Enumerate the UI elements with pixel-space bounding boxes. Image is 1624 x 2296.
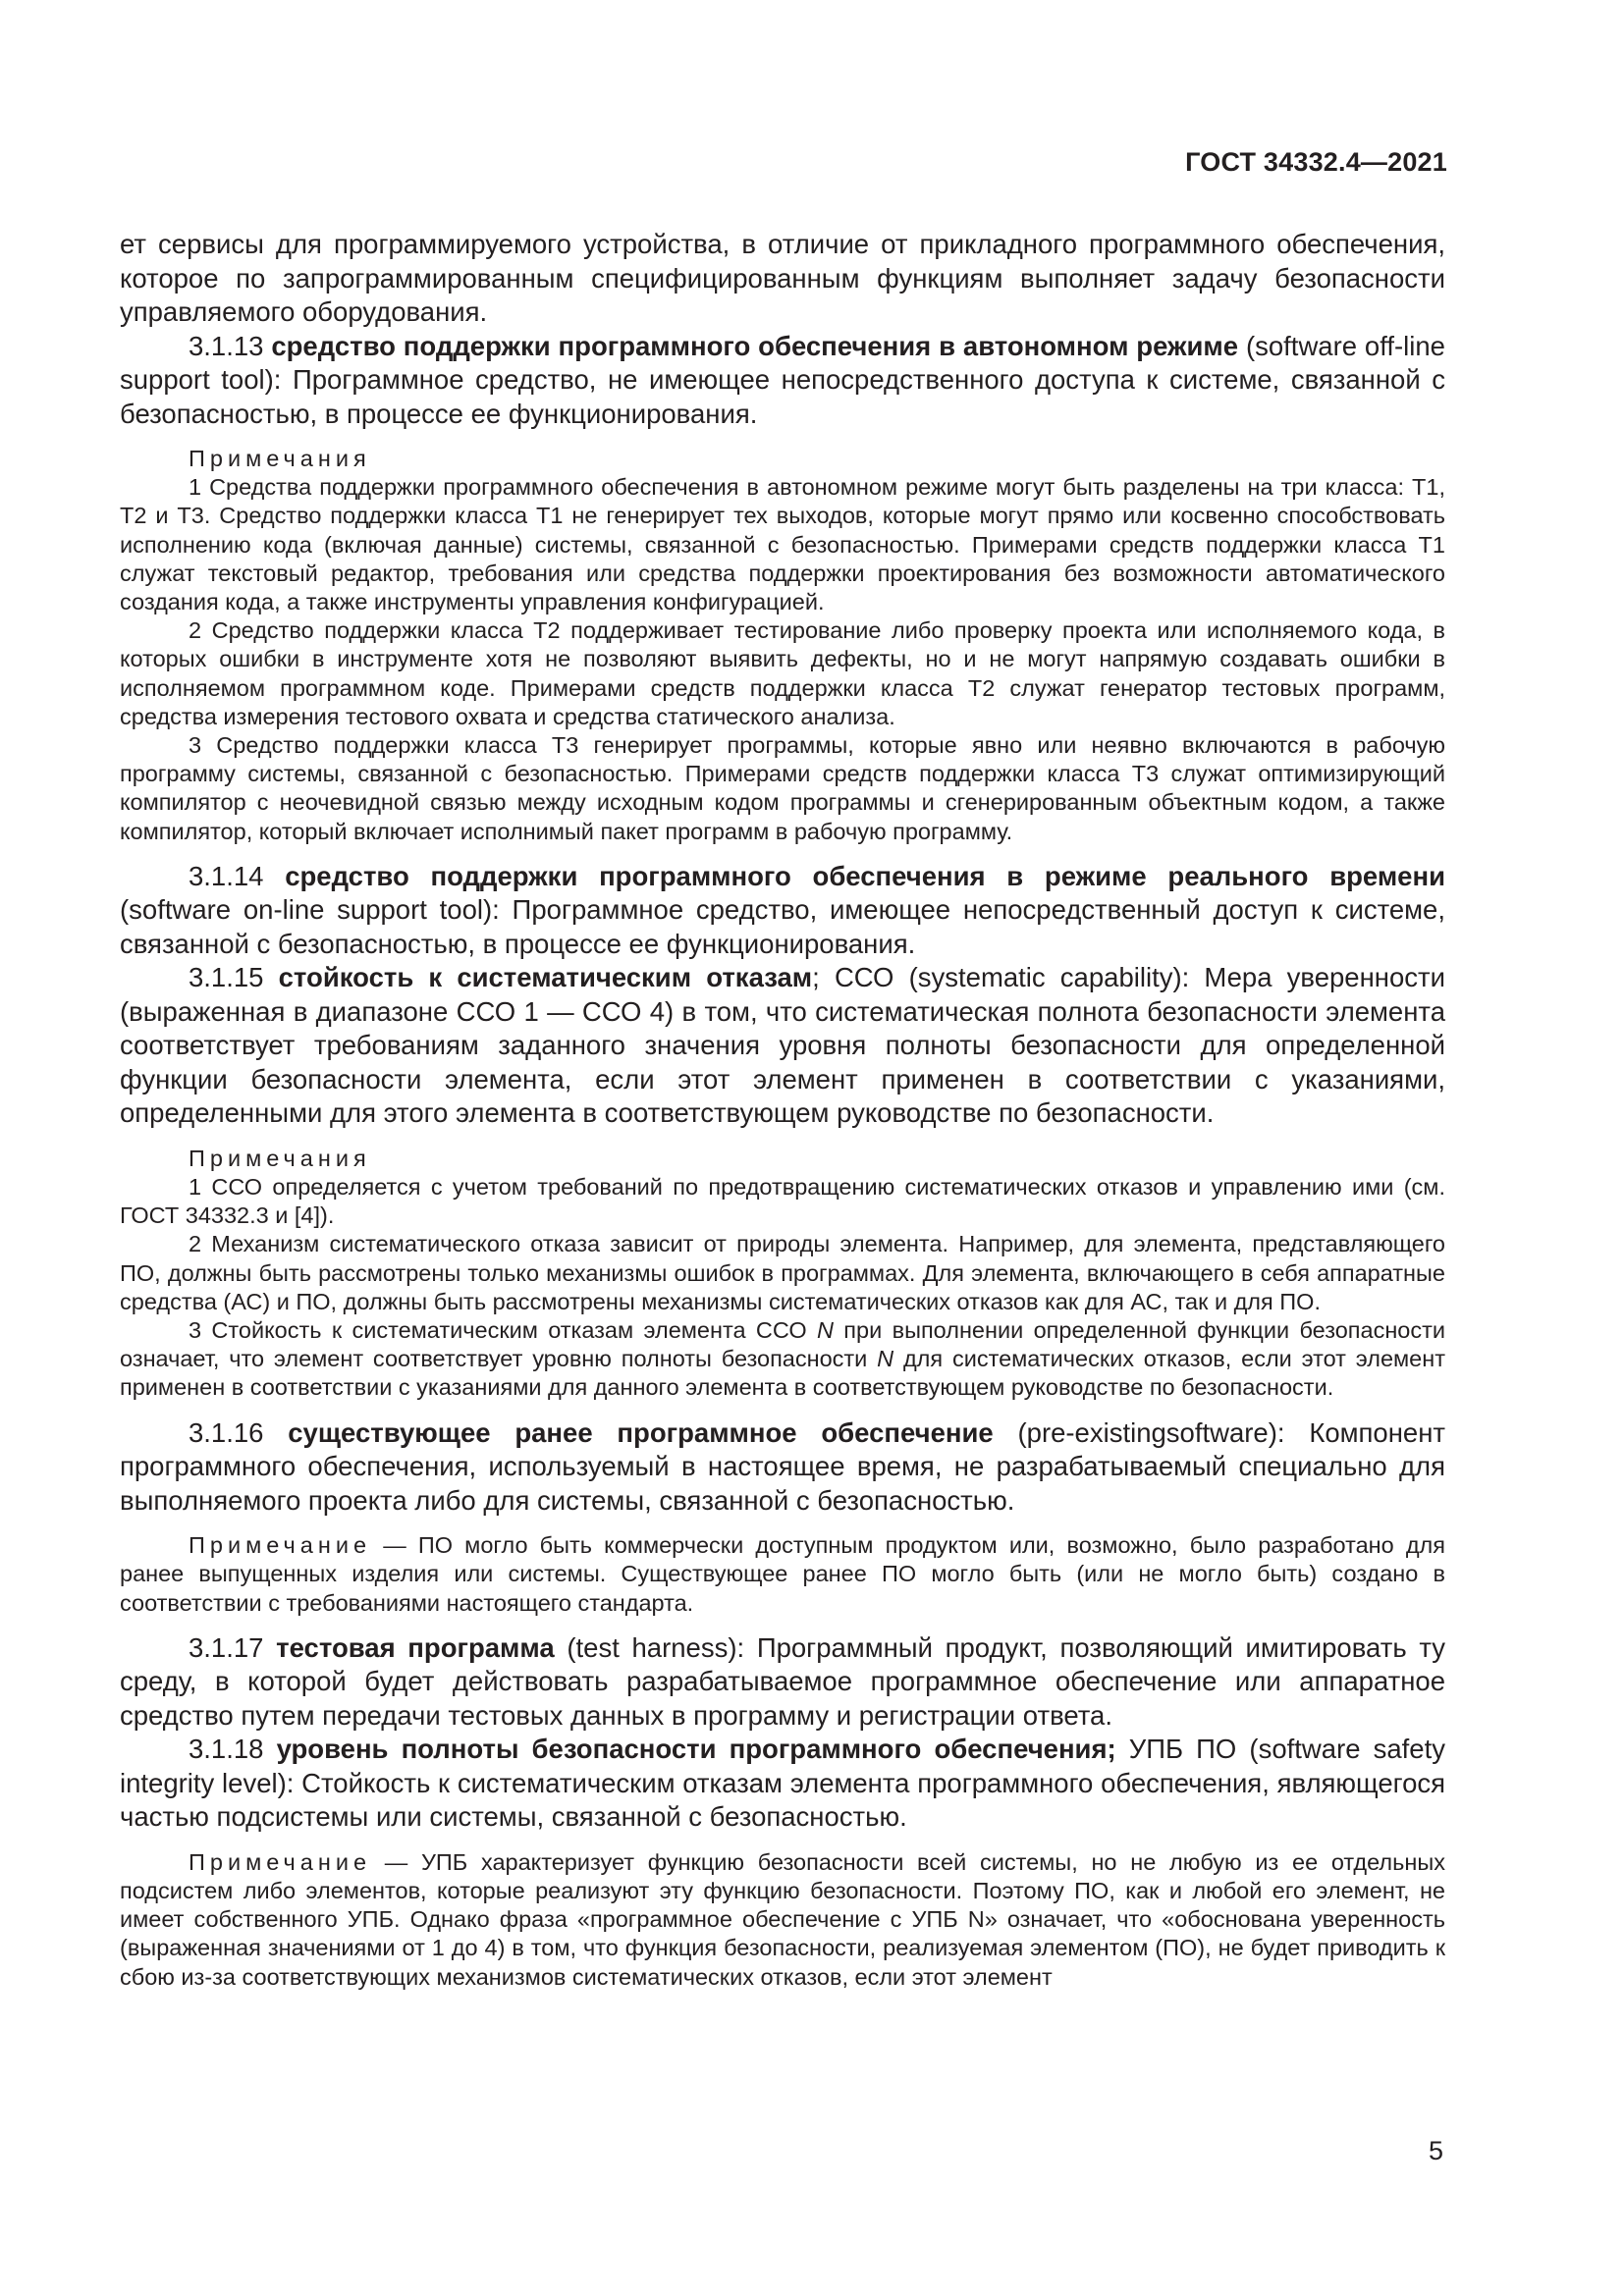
notes-heading: Примечания [189, 446, 371, 471]
note-label: Примечание [189, 1848, 372, 1875]
note-item: 3 Средство поддержки класса Т3 генерирует программы, которые явно или неявно включаются в рабочую программу системы, связанной с безопасностью. Примерами средств поддержки класса Т3 служат оптимизирующий компилятор с неочевидной связью между исходным кодом программы и сгенерированным объектным кодом, а также компилятор, который включает исполнимый пакет программ в рабочую программу. [120, 732, 1445, 844]
note-label: Примечание [189, 1532, 372, 1559]
term-number: 3.1.17 [189, 1631, 277, 1663]
term-definition: (test harness): Программный продукт, позволяющий имитировать ту среду, в которой будет действовать разрабатываемое программное обеспечение или аппаратное средство путем передачи тестовых данных в программу и регистрации ответа. [120, 1631, 1445, 1731]
note-item: 3 Стойкость к систематическим отказам элемента ССО N при выполнении определенной функции безопасности означает, что элемент соответствует уровню полноты безопасности N для систематических отказов, если этот элемент применен в соответствии с указаниями для данного элемента в соответствующем руководстве по безопасности. [120, 1317, 1446, 1401]
term-3-1-18 [120, 1733, 1445, 1835]
term-3-1-15 [120, 961, 1445, 1131]
term-definition: ; ССО (systematic capability): Мера уверенности (выраженная в диапазоне ССО 1 — ССО 4) в том, что систематическая полнота безопасности элемента соответствует требованиям заданного значения уровня полноты безопасности для определенной функции безопасности элемента, если этот элемент применен в соответствии с указаниями, определенными для этого элемента в соответствующем руководстве по безопасности. [120, 962, 1445, 1129]
term-number: 3.1.14 [189, 860, 286, 891]
continued-paragraph: ет сервисы для программируемого устройства, в отличие от прикладного программного обеспечения, которое по запрограммированным специфицированным функциям выполняет задачу безопасности управляемого оборудования. [120, 229, 1445, 327]
term-title: стойкость к систематическим отказам [278, 962, 813, 993]
page-content [120, 228, 1445, 1992]
term-3-1-16 [120, 1416, 1445, 1519]
term-title: уровень полноты безопасности программного обеспечения; [276, 1734, 1116, 1765]
term-number: 3.1.18 [189, 1734, 277, 1765]
term-number: 3.1.15 [189, 962, 279, 993]
page-number: 5 [1428, 2136, 1443, 2165]
note-item: 2 Механизм систематического отказа зависит от природы элемента. Например, для элемента, представляющего ПО, должны быть рассмотрены только механизмы ошибок в программах. Для элемента, включающего в себя аппаратные средства (АС) и ПО, должны быть рассмотрены механизмы систематических отказов как для АС, так и для ПО. [120, 1231, 1445, 1314]
notes-heading: Примечания [189, 1145, 371, 1171]
term-number: 3.1.13 [189, 330, 272, 361]
note-single: Примечание — УПБ характеризует функцию безопасности всей системы, но не любую из ее отдельных подсистем либо элементов, которые реализуют эту функцию безопасности. Поэтому ПО, как и любой его элемент, не имеет собственного УПБ. Однако фраза «программное обеспечение с УПБ N» означает, что «обоснована уверенность (выраженная значениями от 1 до 4) в том, что функция безопасности, реализуемая элементом (ПО), не будет приводить к сбою из-за соответствующих механизмов систематических отказов, если этот элемент [120, 1848, 1445, 1990]
note-single: Примечание — ПО могло быть коммерчески доступным продуктом или, возможно, было разработано для ранее выпущенных изделия или системы. Существующее ранее ПО могло быть (или не могло быть) создано в соответствии с требованиями настоящего стандарта. [120, 1532, 1445, 1616]
term-3-1-13 [120, 330, 1445, 432]
term-3-1-14 [120, 860, 1445, 962]
term-definition: (software off-line support tool): Программное средство, не имеющее непосредственного доступа к системе, связанной с безопасностью, в процессе ее функционирования. [120, 330, 1445, 429]
term-definition: (software on-line support tool): Программное средство, имеющее непосредственный доступ к системе, связанной с безопасностью, в процессе ее функционирования. [120, 894, 1445, 959]
term-title: существующее ранее программное обеспечение [288, 1416, 994, 1448]
term-3-1-17 [120, 1631, 1445, 1734]
term-definition: (pre-existingsoftware): Компонент программного обеспечения, используемый в настоящее время, не разрабатываемый специально для выполняемого проекта либо для системы, связанной с безопасностью. [120, 1416, 1445, 1516]
document-header: ГОСТ 34332.4—2021 [1185, 147, 1447, 177]
term-number: 3.1.16 [189, 1416, 289, 1448]
note-item: 1 ССО определяется с учетом требований по предотвращению систематических отказов и управлению ими (см. ГОСТ 34332.3 и [4]). [120, 1174, 1445, 1229]
term-definition: УПБ ПО (software safety integrity level): Стойкость к систематическим отказам элемента программного обеспечения, являющегося частью подсистемы или системы, связанной с безопасностью. [120, 1734, 1445, 1833]
term-title: тестовая программа [276, 1631, 555, 1663]
note-item: 1 Средства поддержки программного обеспечения в автономном режиме могут быть разделены на три класса: Т1, Т2 и Т3. Средство поддержки класса Т1 не генерирует тех выходов, которые могут прямо или косвенно способствовать исполнению кода (включая данные) системы, связанной с безопасностью. Примерами средств поддержки класса Т1 служат текстовый редактор, требования или средства поддержки проектирования без возможности автоматического создания кода, а также инструменты управления конфигурацией. [120, 474, 1445, 615]
term-title: средство поддержки программного обеспечения в режиме реального времени [285, 860, 1445, 891]
note-item: 2 Средство поддержки класса Т2 поддерживает тестирование либо проверку проекта или исполняемого кода, в которых ошибки в инструменте хотя не позволяют выявить дефекты, но и не могут напрямую создавать ошибки в исполняемом программном коде. Примерами средств поддержки класса Т2 служат генератор тестовых программ, средства измерения тестового охвата и средства статического анализа. [120, 617, 1445, 729]
term-title: средство поддержки программного обеспечения в автономном режиме [271, 330, 1239, 361]
